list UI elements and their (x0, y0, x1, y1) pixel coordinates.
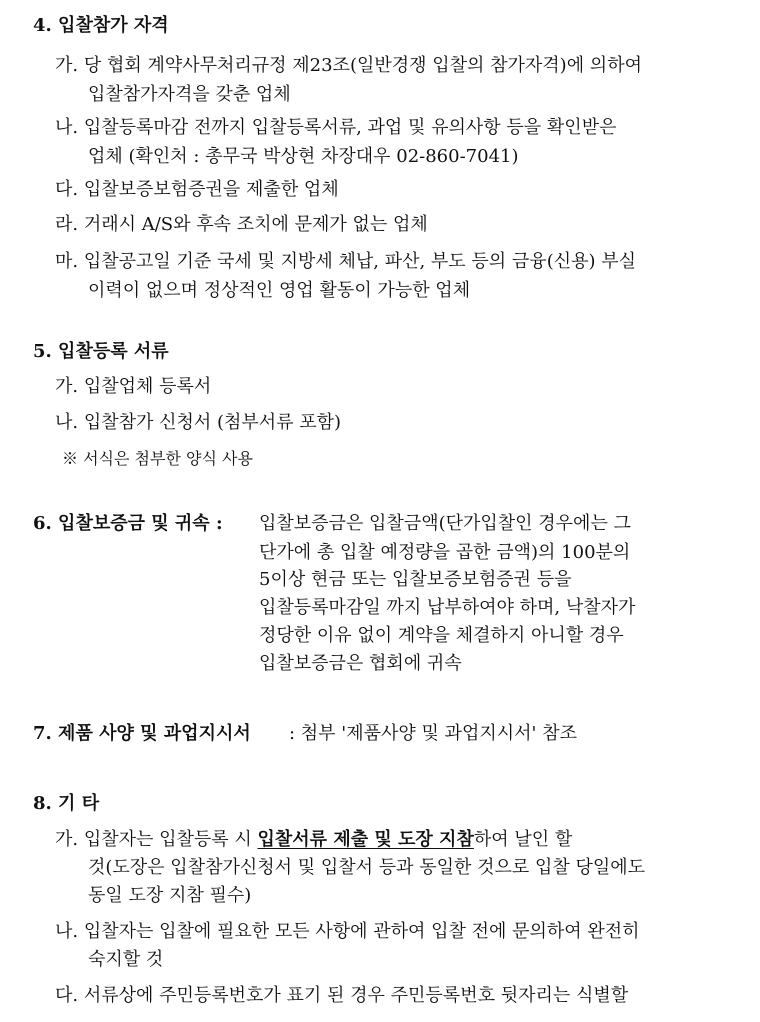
section-4-item-a-line1: 가. 당 협회 계약사무처리규정 제23조(일반경쟁 입찰의 참가자격)에 의하여 (55, 55, 642, 76)
section-6-line6: 입찰보증금은 협회에 귀속 (259, 653, 462, 674)
section-4-item-e-line2: 이력이 없으며 정상적인 영업 활동이 가능한 업체 (88, 280, 471, 301)
section-6-line2: 단가에 총 입찰 예정량을 곱한 금액)의 100분의 (259, 542, 631, 563)
section-5-note: ※ 서식은 첨부한 양식 사용 (62, 449, 253, 468)
section-8-item-a-line1 (55, 828, 572, 852)
section-7-text: : 첨부 '제품사양 및 과업지시서' 참조 (289, 723, 577, 744)
section-4-item-b-line2: 업체 (확인처 : 총무국 박상현 차장대우 02-860-7041) (88, 146, 519, 167)
section-8-item-a-line3: 동일 도장 지참 필수) (88, 885, 252, 906)
section-6-label: 6. 입찰보증금 및 귀속 : (33, 513, 223, 534)
section-8-item-a-line2: 것(도장은 입찰참가신청서 및 입찰서 등과 동일한 것으로 입찰 당일에도 (88, 857, 646, 878)
section-8-item-a-emphasis: 입찰서류 제출 및 도장 지참 (257, 829, 474, 850)
section-4-item-b-line1: 나. 입찰등록마감 전까지 입찰등록서류, 과업 및 유의사항 등을 확인받은 (55, 117, 617, 138)
section-8-item-c-line1: 다. 서류상에 주민등록번호가 표기 된 경우 주민등록번호 뒷자리는 식별할 (55, 985, 629, 1006)
section-5-item-a: 가. 입찰업체 등록서 (55, 376, 212, 397)
section-5-item-b: 나. 입찰참가 신청서 (첨부서류 포함) (55, 412, 342, 433)
section-4-item-d: 라. 거래시 A/S와 후속 조치에 문제가 없는 업체 (55, 214, 428, 235)
section-8-item-a-pre: 가. 입찰자는 입찰등록 시 (55, 829, 258, 850)
section-6-line4: 입찰등록마감일 까지 납부하여야 하며, 낙찰자가 (259, 597, 636, 618)
section-4-item-c: 다. 입찰보증보험증권을 제출한 업체 (55, 179, 339, 200)
section-4-item-a-line2: 입찰참가자격을 갖춘 업체 (88, 84, 291, 105)
section-6-line5: 정당한 이유 없이 계약을 체결하지 아니할 경우 (259, 625, 624, 646)
section-8-heading: 8. 기 타 (33, 793, 100, 814)
section-5-heading: 5. 입찰등록 서류 (33, 341, 169, 362)
section-4-item-e-line1: 마. 입찰공고일 기준 국세 및 지방세 체납, 파산, 부도 등의 금융(신용) 부실 (55, 251, 637, 272)
section-6-line1: 입찰보증금은 입찰금액(단가입찰인 경우에는 그 (259, 513, 631, 534)
section-7-label: 7. 제품 사양 및 과업지시서 (33, 723, 251, 744)
section-8-item-b-line2: 숙지할 것 (88, 949, 164, 970)
section-6-line3: 5이상 현금 또는 입찰보증보험증권 등을 (259, 569, 572, 590)
section-4-heading: 4. 입찰참가 자격 (33, 15, 169, 36)
section-8-item-b-line1: 나. 입찰자는 입찰에 필요한 모든 사항에 관하여 입찰 전에 문의하여 완전히 (55, 921, 640, 942)
section-8-item-a-post: 하여 날인 할 (473, 829, 573, 850)
